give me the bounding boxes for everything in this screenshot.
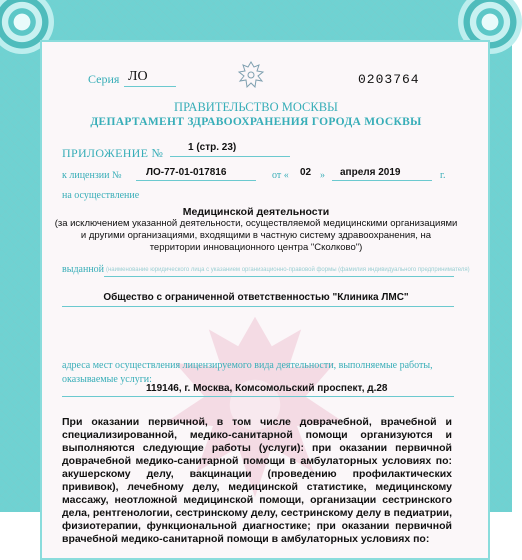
license-day: 02	[300, 167, 312, 178]
address-value: 119146, г. Москва, Комсомольский проспект, д.28	[146, 383, 388, 394]
activity-line-3: территории инновационного центра "Сколково")	[149, 242, 363, 253]
activity-label: на осуществление	[62, 190, 140, 201]
form-number: 0203764	[358, 72, 420, 87]
license-number: ЛО-77-01-017816	[146, 167, 227, 178]
issued-hint: (наименование юридического лица с указанием организационно-правовой формы (фамилия индивидуального предпринимателя)	[106, 267, 470, 273]
license-year-suffix: г.	[440, 170, 446, 181]
license-date-from-label: от «	[272, 170, 289, 181]
services-description: При оказании первичной, в том числе доврачебной, врачебной и специализированной, медико-санитарной помощи организуются и выполняются следующие работы (услуги): при оказании первичной доврачебной медико-санитарной помощи в амбулаторных условиях по: акушерскому делу, вакцинации (проведению профилактических прививок), лечебному делу, медицинской статистике, медицинскому массажу, неотложной медицинской помощи, организации сестринского дела, рентгенологии, сестринскому делу, сестринскому делу в педиатрии, физиотерапии, функциональной диагностике; при оказании первичной врачебной медико-санитарной помощи в амбулаторных условиях по:	[62, 416, 452, 545]
address-label-line-1: адреса мест осуществления лицензируемого вида деятельности, выполняемые работы,	[62, 360, 433, 371]
license-month-year: апреля 2019	[340, 167, 401, 178]
issued-label: выданной	[62, 264, 105, 275]
government-title: ПРАВИТЕЛЬСТВО МОСКВЫ	[174, 100, 338, 114]
coat-of-arms-icon	[238, 60, 264, 90]
department-title: ДЕПАРТАМЕНТ ЗДРАВООХРАНЕНИЯ ГОРОДА МОСКВЫ	[90, 116, 422, 128]
activity-line-1: (за исключением указанной деятельности, осуществляемой медицинскими организациями	[54, 218, 458, 229]
organization-name: Общество с ограниченной ответственностью "Клиника ЛМС"	[103, 292, 409, 303]
license-label: к лицензии №	[62, 170, 122, 181]
appendix-label: ПРИЛОЖЕНИЕ №	[62, 146, 164, 160]
license-day-close: »	[320, 170, 325, 181]
series-value: ЛО	[128, 69, 148, 84]
appendix-value: 1 (стр. 23)	[188, 142, 237, 153]
activity-title: Медицинской деятельности	[182, 206, 330, 218]
series-label: Серия	[88, 72, 120, 86]
address-label-line-2: оказываемые услуги:	[62, 374, 152, 385]
activity-line-2: и другими организациями, входящими в частную систему здравоохранения, на	[80, 230, 432, 241]
